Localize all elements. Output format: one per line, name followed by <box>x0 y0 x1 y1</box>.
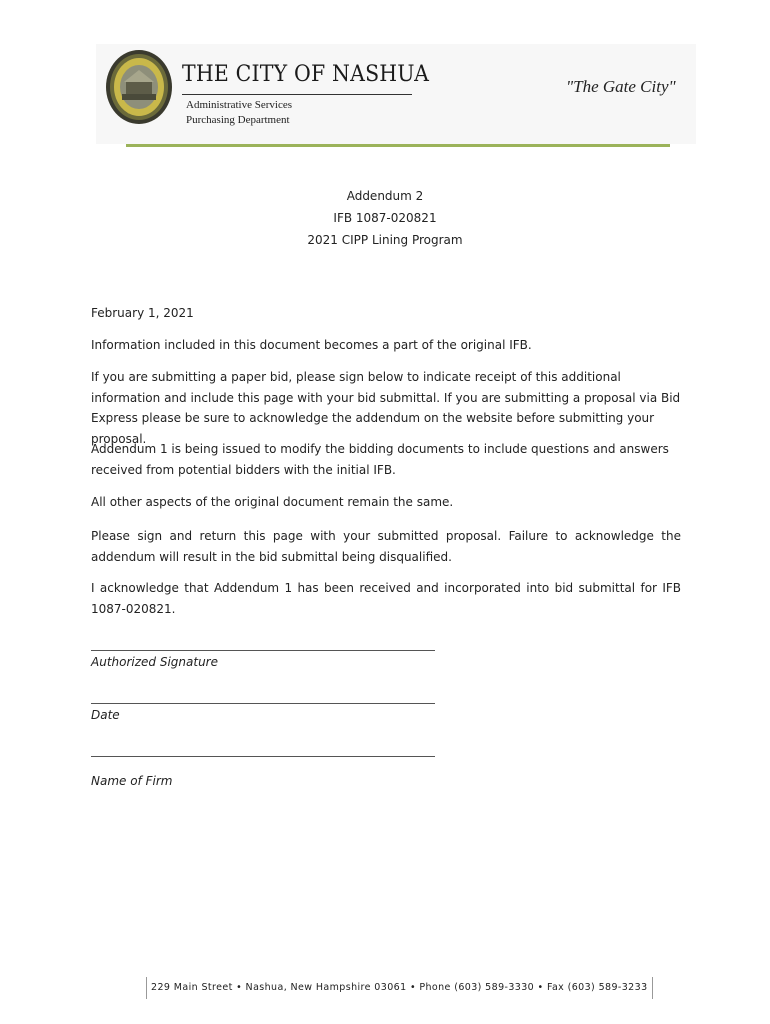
letterhead-divider <box>126 144 670 147</box>
city-name-title: THE CITY OF NASHUA <box>182 62 430 87</box>
date-label: Date <box>91 708 120 722</box>
department-line-2: Purchasing Department <box>186 114 290 126</box>
addendum-title: Addendum 2 <box>346 189 424 203</box>
firm-name-line <box>91 756 435 757</box>
paragraph-acknowledge: I acknowledge that Addendum 1 has been received and incorporated into bid submittal for IFB 1087-020821. <box>91 581 681 616</box>
city-motto: "The Gate City" <box>566 77 676 96</box>
footer-address: 229 Main Street • Nashua, New Hampshire 03061 • Phone (603) 589-3330 • Fax (603) 589-3233 <box>146 977 653 999</box>
department-line-1: Administrative Services <box>186 99 293 111</box>
paragraph-other-aspects: All other aspects of the original document remain the same. <box>91 495 454 509</box>
authorized-signature-label: Authorized Signature <box>91 655 219 669</box>
paragraph-addendum: Addendum 1 is being issued to modify the bidding documents to include questions and answers received from potential bidders with the initial IFB. <box>91 442 669 477</box>
paragraph-submission: If you are submitting a paper bid, please sign below to indicate receipt of this additional information and include this page with your bid submittal. If you are submitting a proposal via Bid Express please be sure to acknowledge the addendum on the website before submitting your proposal. <box>91 370 681 446</box>
date-line <box>91 703 435 704</box>
paragraph-info: Information included in this document becomes a part of the original IFB. <box>91 338 532 352</box>
program-name: 2021 CIPP Lining Program <box>307 233 463 247</box>
document-date: February 1, 2021 <box>91 306 194 320</box>
city-seal-icon <box>104 48 174 126</box>
signature-line <box>91 650 435 651</box>
ifb-number: IFB 1087-020821 <box>333 211 437 225</box>
paragraph-sign-return: Please sign and return this page with your submitted proposal. Failure to acknowledge the addendum will result in the bid submittal being disqualified. <box>91 529 681 564</box>
name-of-firm-label: Name of Firm <box>91 774 173 788</box>
title-underline <box>182 94 412 95</box>
